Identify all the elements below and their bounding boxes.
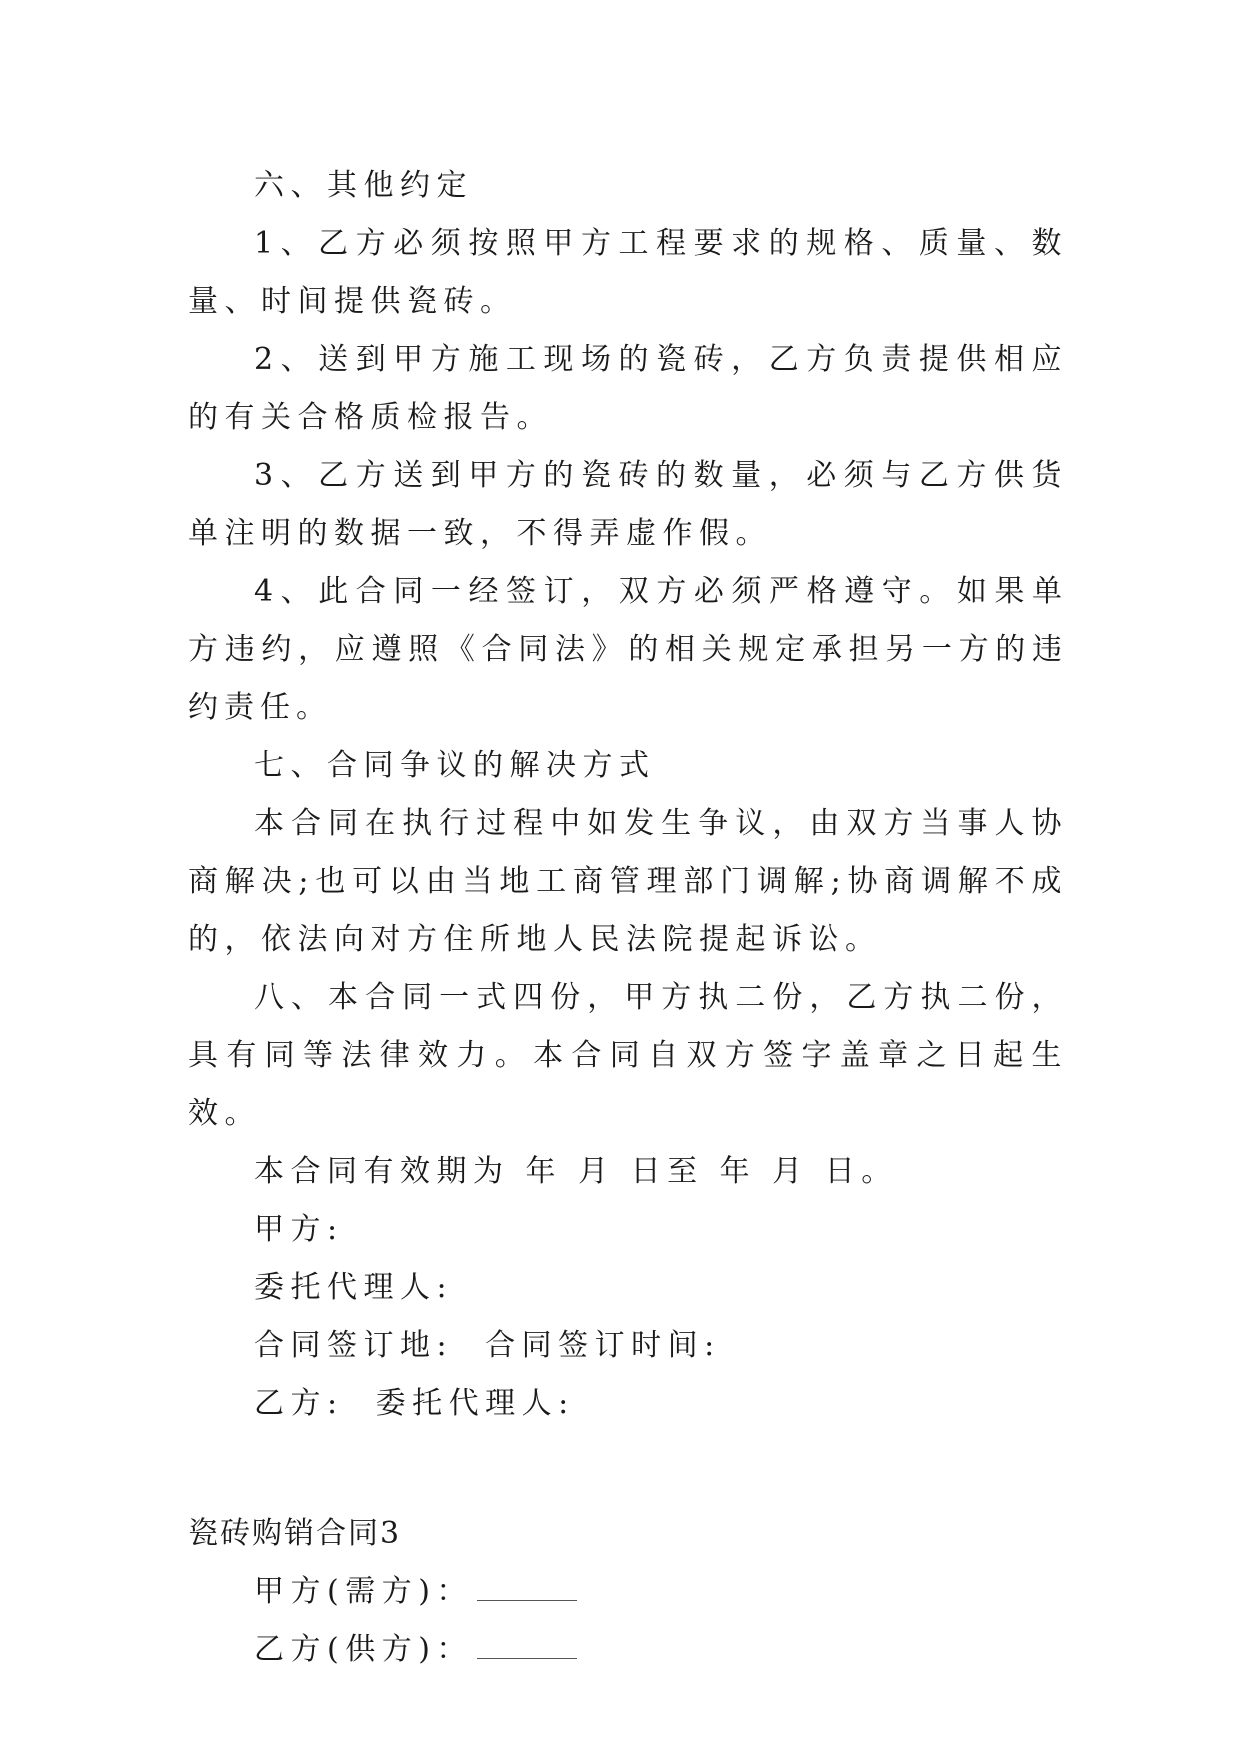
agent-signature: 委托代理人: (254, 1270, 454, 1305)
party-b-supplier-label: 乙方(供方)： (254, 1632, 473, 1667)
clause-1: 1、乙方必须按照甲方工程要求的规格、质量、数量、时间提供瓷砖。 (188, 226, 1068, 319)
signing-place-time: 合同签订地: 合同签订时间: (254, 1328, 721, 1363)
section-heading-other-terms: 六、其他约定 (254, 168, 473, 203)
party-a-signature: 甲方: (254, 1212, 344, 1247)
party-a-blank (477, 1570, 577, 1601)
party-a-buyer-line (188, 1563, 1068, 1621)
party-a-buyer-label: 甲方(需方)： (254, 1574, 473, 1609)
next-contract-title: 瓷砖购销合同3 (188, 1516, 402, 1551)
clause-3: 3、乙方送到甲方的瓷砖的数量，必须与乙方供货单注明的数据一致，不得弄虚作假。 (188, 458, 1068, 551)
party-b-blank (477, 1628, 577, 1659)
dispute-clause: 本合同在执行过程中如发生争议，由双方当事人协商解决;也可以由当地工商管理部门调解;协商调解不成的，依法向对方住所地人民法院提起诉讼。 (188, 806, 1068, 957)
copies-clause: 八、本合同一式四份，甲方执二份，乙方执二份，具有同等法律效力。本合同自双方签字盖章之日起生效。 (188, 980, 1068, 1131)
clause-2: 2、送到甲方施工现场的瓷砖，乙方负责提供相应的有关合格质检报告。 (188, 342, 1068, 435)
party-b-signature: 乙方: 委托代理人: (254, 1386, 575, 1421)
section-heading-dispute: 七、合同争议的解决方式 (254, 748, 656, 783)
clause-4: 4、此合同一经签订，双方必须严格遵守。如果单方违约，应遵照《合同法》的相关规定承担另一方的违约责任。 (188, 574, 1068, 725)
document-body (188, 157, 1068, 1679)
validity-period: 本合同有效期为 年 月 日至 年 月 日。 (254, 1154, 898, 1189)
party-b-supplier-line (188, 1621, 1068, 1679)
